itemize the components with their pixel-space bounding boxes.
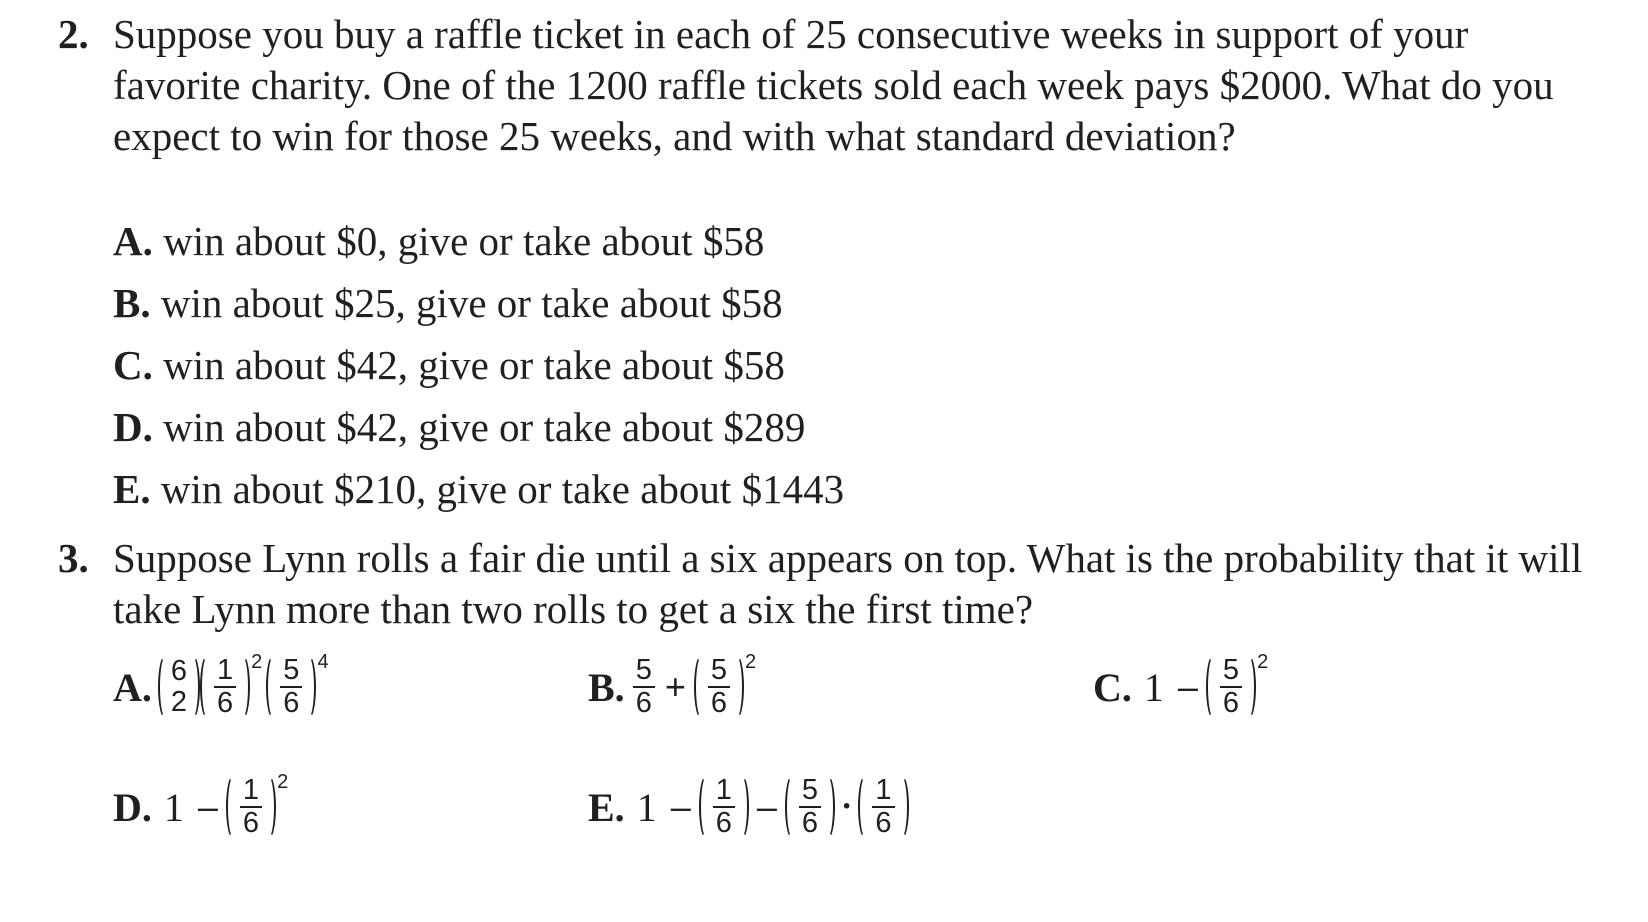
minus-sign: –	[670, 786, 691, 827]
numerator: 5	[708, 655, 730, 688]
numerator: 1	[713, 775, 735, 808]
q3-choice-b[interactable]	[588, 651, 757, 719]
choice-text: win about $25, give or take about $58	[160, 280, 783, 326]
q3-choice-c[interactable]	[1093, 651, 1269, 719]
choice-letter: B.	[113, 280, 151, 326]
minus-sign: –	[756, 786, 777, 827]
fraction-group	[226, 775, 276, 839]
q2-choice-b[interactable]	[113, 278, 783, 329]
fraction	[633, 655, 655, 719]
numerator: 1	[240, 775, 262, 808]
q3-choice-e[interactable]	[588, 775, 909, 839]
q2-choice-d[interactable]	[113, 402, 805, 453]
minus-sign: –	[197, 786, 218, 827]
plus-sign: +	[664, 666, 686, 707]
binom-bottom: 2	[170, 686, 188, 718]
fraction-group	[785, 775, 835, 839]
denominator: 6	[635, 687, 652, 719]
question-2-stem: Suppose you buy a raffle ticket in each of 25 consecutive weeks in support of your favorite charity. One of the 1200 raffle tickets sold each week pays $2000. What do you expect to win for those 25 weeks, and with what standard deviation?	[113, 11, 1554, 159]
binom-top: 6	[170, 655, 188, 687]
denominator: 6	[217, 687, 234, 719]
denominator: 6	[715, 807, 732, 839]
choice-letter: A.	[113, 664, 152, 710]
binomial	[158, 655, 200, 719]
numerator: 5	[799, 775, 821, 808]
numerator: 1	[872, 775, 894, 808]
exponent: 4	[317, 651, 329, 673]
fraction-group	[858, 775, 908, 839]
question-3-number: 3.	[58, 535, 89, 581]
fraction-group	[200, 655, 250, 719]
choice-letter: C.	[1093, 664, 1132, 710]
choice-letter: E.	[588, 784, 625, 830]
denominator: 6	[875, 807, 892, 839]
choice-text: win about $0, give or take about $58	[163, 218, 765, 264]
exponent: 2	[1257, 651, 1269, 673]
fraction-group	[1206, 655, 1256, 719]
minus-sign: –	[1177, 666, 1198, 707]
choice-letter: D.	[113, 404, 153, 450]
q2-choice-c[interactable]	[113, 340, 785, 391]
numerator: 1	[214, 655, 236, 688]
q3-choice-d[interactable]	[113, 771, 289, 839]
one: 1	[636, 784, 657, 830]
choice-text: win about $210, give or take about $1443	[160, 466, 845, 512]
choice-letter: B.	[588, 664, 625, 710]
choice-letter: C.	[113, 342, 153, 388]
numerator: 5	[1220, 655, 1242, 688]
denominator: 6	[283, 687, 300, 719]
numerator: 5	[280, 655, 302, 688]
one: 1	[163, 784, 184, 830]
exponent: 2	[277, 771, 289, 793]
choice-letter: D.	[113, 784, 152, 830]
exponent: 2	[251, 651, 263, 673]
q2-choice-e[interactable]	[113, 464, 844, 515]
choice-text: win about $42, give or take about $58	[163, 342, 785, 388]
fraction-group	[699, 775, 749, 839]
question-3-stem: Suppose Lynn rolls a fair die until a six appears on top. What is the probability that it will take Lynn more than two rolls to get a six the first time?	[113, 535, 1583, 632]
choice-letter: A.	[113, 218, 153, 264]
denominator: 6	[242, 807, 260, 839]
choice-letter: E.	[113, 466, 151, 512]
one: 1	[1143, 664, 1164, 710]
times-dot: ·	[841, 788, 853, 825]
denominator: 6	[710, 687, 727, 719]
q2-choice-a[interactable]	[113, 216, 764, 267]
fraction-group	[266, 655, 316, 719]
exponent: 2	[745, 651, 757, 673]
q3-choice-a[interactable]	[113, 651, 329, 719]
numerator: 5	[633, 655, 655, 688]
choice-text: win about $42, give or take about $289	[163, 404, 806, 450]
question-2-number: 2.	[58, 11, 89, 57]
denominator: 6	[1222, 687, 1240, 719]
denominator: 6	[801, 807, 819, 839]
fraction-group	[694, 655, 744, 719]
